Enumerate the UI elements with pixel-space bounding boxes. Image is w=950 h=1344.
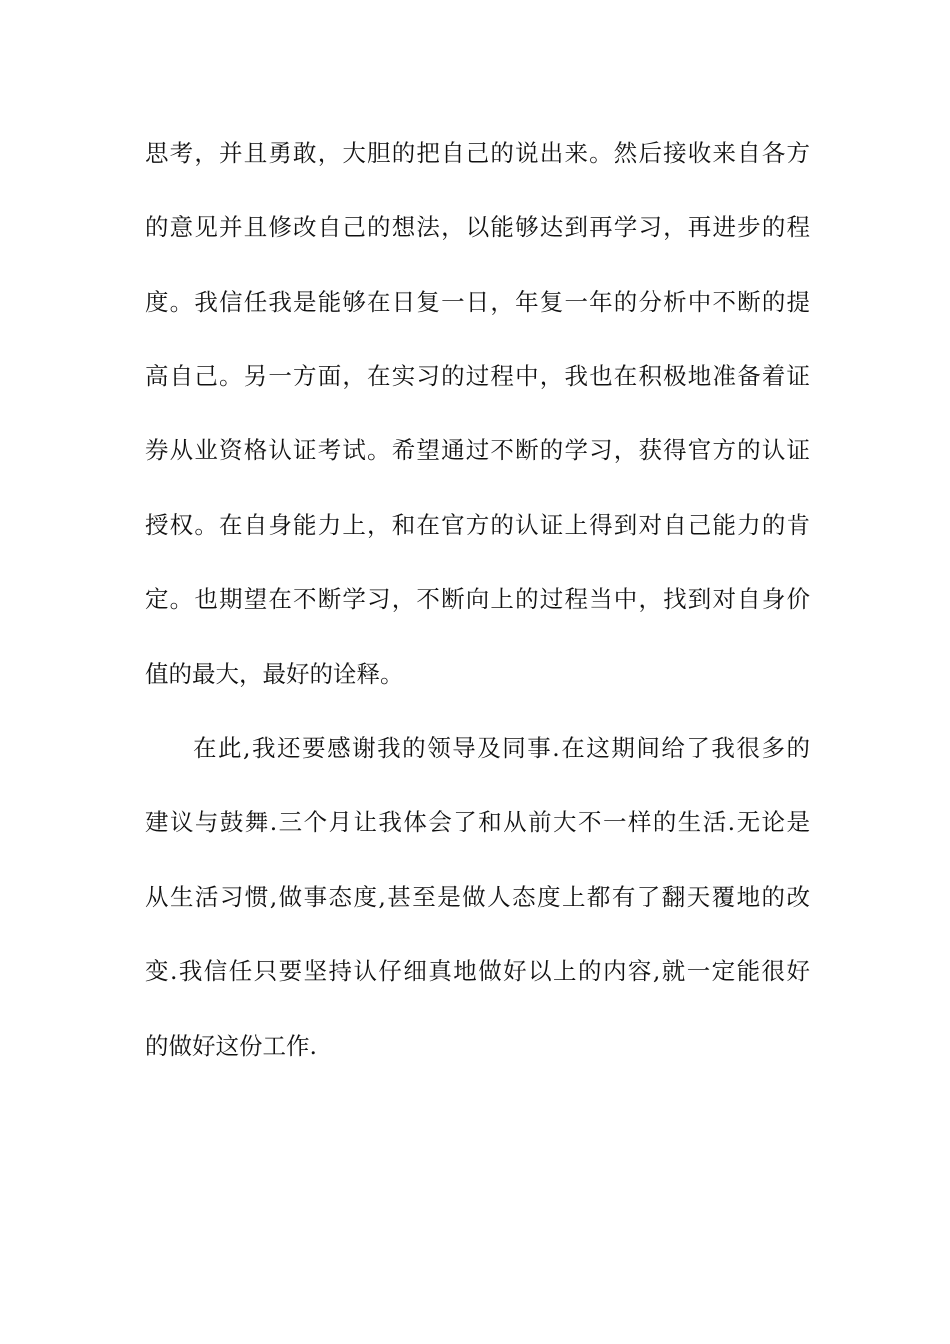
text-line: 值的最大，最好的诠释。 <box>145 660 404 688</box>
text-line: 的意见并且修改自己的想法，以能够达到再学习，再进步的程 <box>145 213 810 241</box>
text-line: 授权。在自身能力上，和在官方的认证上得到对自己能力的肯 <box>145 511 810 539</box>
text-line: 从生活习惯,做事态度,甚至是做人态度上都有了翻天覆地的改 <box>145 883 810 911</box>
text-line: 度。我信任我是能够在日复一日，年复一年的分析中不断的提 <box>145 288 810 316</box>
text-line: 的做好这份工作. <box>145 1032 317 1060</box>
text-line: 券从业资格认证考试。希望通过不断的学习，获得官方的认证 <box>145 436 810 464</box>
text-line: 思考，并且勇敢，大胆的把自己的说出来。然后接收来自各方 <box>145 139 810 167</box>
text-line: 变.我信任只要坚持认仔细真地做好以上的内容,就一定能很好 <box>145 957 810 985</box>
text-line: 定。也期望在不断学习，不断向上的过程当中，找到对自身价 <box>145 585 810 613</box>
text-line: 建议与鼓舞.三个月让我体会了和从前大不一样的生活.无论是 <box>145 808 810 836</box>
text-line: 在此,我还要感谢我的领导及同事.在这期间给了我很多的 <box>193 734 810 762</box>
text-line: 高自己。另一方面，在实习的过程中，我也在积极地准备着证 <box>145 362 810 390</box>
